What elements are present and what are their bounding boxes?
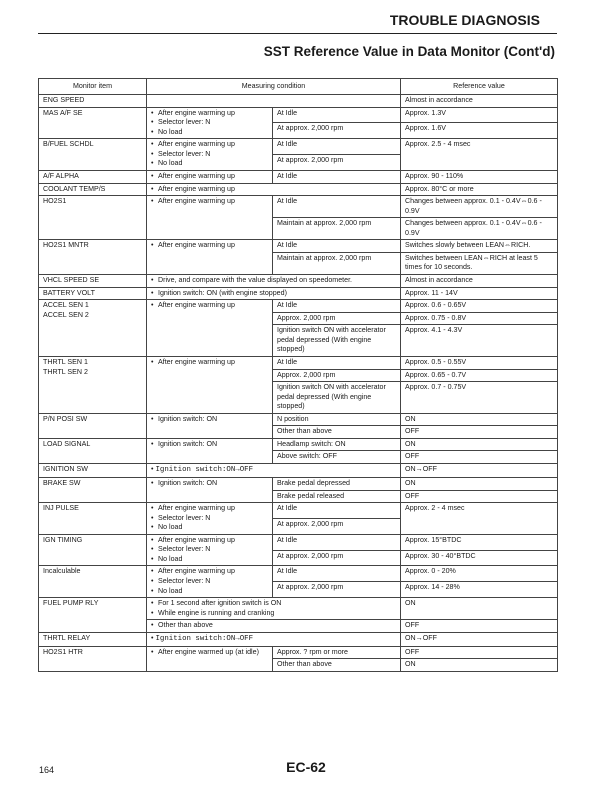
general-condition-cell — [147, 646, 273, 671]
reference-value: Approx. 90 - 110% — [401, 170, 558, 183]
condition-list — [151, 301, 268, 311]
general-condition-cell — [147, 107, 273, 139]
monitor-item-cell — [39, 139, 147, 171]
monitor-item-cell — [39, 598, 147, 633]
condition-bullet: • No load — [151, 128, 268, 138]
monitor-item-name: COOLANT TEMP/S — [43, 184, 106, 193]
reference-value: OFF — [401, 426, 558, 439]
specific-condition: Headlamp switch: ON — [273, 438, 401, 451]
monitor-item-cell — [39, 503, 147, 535]
condition-bullet: • Ignition switch: ON — [151, 440, 268, 450]
condition-bullet: • No load — [151, 159, 268, 169]
general-condition-cell — [147, 240, 273, 275]
general-condition-cell — [147, 534, 273, 566]
monitor-item-name: A/F ALPHA — [43, 171, 79, 180]
reference-value: ON — [401, 598, 558, 620]
condition-bullet: • Selector lever: N — [151, 545, 268, 555]
specific-condition: Approx. ? rpm or more — [273, 646, 401, 659]
condition-bullet: • After engine warming up — [151, 197, 268, 207]
reference-value: Approx. 14 - 28% — [401, 582, 558, 598]
general-condition-cell — [147, 464, 401, 478]
condition-bullet-mark: • — [151, 633, 156, 642]
reference-value: Approx. 1.6V — [401, 123, 558, 139]
reference-value: ON — [401, 659, 558, 672]
specific-condition: N position — [273, 413, 401, 426]
monitor-item-cell — [39, 95, 147, 108]
reference-value: Approx. 2 - 4 msec — [401, 503, 558, 535]
specific-condition: Maintain at approx. 2,000 rpm — [273, 218, 401, 240]
specific-condition: Other than above — [273, 426, 401, 439]
condition-bullet: • Drive, and compare with the value displayed on speedometer. — [151, 276, 396, 286]
specific-condition: At Idle — [273, 503, 401, 519]
table-row — [39, 646, 558, 659]
general-condition-cell — [147, 632, 401, 646]
specific-condition: At Idle — [273, 139, 401, 155]
reference-value: ON→OFF — [401, 464, 558, 478]
specific-condition: Ignition switch ON with accelerator pedal depressed (With engine stopped) — [273, 325, 401, 357]
monitor-item-name: THRTL RELAY — [43, 633, 91, 642]
condition-bullet: • After engine warming up — [151, 504, 268, 514]
condition-list — [151, 109, 268, 138]
general-condition-cell — [147, 170, 273, 183]
monitor-item-name: IGNITION SW — [43, 465, 88, 473]
general-condition-cell — [147, 503, 273, 535]
table-row — [39, 413, 558, 426]
condition-bullet: • For 1 second after ignition switch is ON — [151, 599, 396, 609]
reference-value: Approx. 0.65 - 0.7V — [401, 369, 558, 382]
table-row — [39, 356, 558, 369]
condition-list — [151, 241, 268, 251]
table-row — [39, 534, 558, 550]
specific-condition: Above switch: OFF — [273, 451, 401, 464]
table-row — [39, 598, 558, 620]
specific-condition: At Idle — [273, 107, 401, 123]
table-row — [39, 566, 558, 582]
section-title: TROUBLE DIAGNOSIS — [389, 12, 540, 28]
monitor-item-name: THRTL SEN 1 — [43, 357, 88, 366]
condition-mono: Ignition switch:ON→OFF — [155, 466, 254, 474]
specific-condition: Approx. 2,000 rpm — [273, 369, 401, 382]
table-row — [39, 95, 558, 108]
specific-condition: At approx. 2,000 rpm — [273, 518, 401, 534]
reference-value: ON — [401, 477, 558, 490]
table-row — [39, 287, 558, 300]
reference-value: OFF — [401, 451, 558, 464]
specific-condition: Other than above — [273, 659, 401, 672]
reference-value: Approx. 15°BTDC — [401, 534, 558, 550]
condition-bullet: • After engine warmed up (at idle) — [151, 648, 268, 658]
monitor-item-name: ACCEL SEN 2 — [43, 310, 89, 319]
condition-bullet: • After engine warming up — [151, 358, 268, 368]
condition-bullet: • Ignition switch: ON — [151, 479, 268, 489]
condition-bullet: • After engine warming up — [151, 241, 268, 251]
condition-bullet-mark: • — [151, 465, 156, 473]
specific-condition: Approx. 2,000 rpm — [273, 312, 401, 325]
condition-bullet: • Ignition switch: ON — [151, 415, 268, 425]
condition-list — [151, 621, 396, 631]
reference-value: OFF — [401, 490, 558, 503]
monitor-item-cell — [39, 183, 147, 196]
reference-value: ON — [401, 413, 558, 426]
monitor-item-cell — [39, 300, 147, 357]
condition-bullet: • After engine warming up — [151, 567, 268, 577]
monitor-item-cell — [39, 646, 147, 671]
monitor-item-cell — [39, 287, 147, 300]
reference-value: Switches slowly between LEAN⇔RICH. — [401, 240, 558, 253]
table-row — [39, 632, 558, 646]
condition-bullet: • Selector lever: N — [151, 577, 268, 587]
condition-bullet: • Ignition switch: ON (with engine stopped) — [151, 289, 396, 299]
condition-list — [151, 599, 396, 618]
general-condition-cell — [147, 413, 273, 438]
column-header: Reference value — [401, 79, 558, 95]
general-condition-cell — [147, 196, 273, 240]
condition-list — [151, 289, 396, 299]
condition-list — [151, 504, 268, 533]
column-header: Measuring condition — [147, 79, 401, 95]
condition-list — [151, 415, 268, 425]
table-row — [39, 464, 558, 478]
specific-condition: At Idle — [273, 240, 401, 253]
specific-condition: Maintain at approx. 2,000 rpm — [273, 252, 401, 274]
reference-value: Approx. 0.6 - 0.65V — [401, 300, 558, 313]
condition-list — [151, 479, 268, 489]
general-condition-cell — [147, 287, 401, 300]
monitor-item-name: INJ PULSE — [43, 504, 79, 513]
monitor-item-name: IGN TIMING — [43, 535, 83, 544]
general-condition-cell — [147, 300, 273, 357]
reference-value: Approx. 0.75 - 0.8V — [401, 312, 558, 325]
table-row — [39, 196, 558, 218]
reference-value: Approx. 80°C or more — [401, 183, 558, 196]
condition-list — [151, 197, 268, 207]
condition-list — [151, 276, 396, 286]
condition-list — [151, 536, 268, 565]
monitor-item-cell — [39, 275, 147, 288]
reference-value: ON — [401, 438, 558, 451]
page-number: 164 — [39, 765, 55, 775]
condition-bullet: • No load — [151, 587, 268, 597]
condition-bullet: • After engine warming up — [151, 172, 268, 182]
monitor-item-cell — [39, 566, 147, 598]
condition-bullet: • While engine is running and cranking — [151, 609, 396, 619]
specific-condition: At approx. 2,000 rpm — [273, 582, 401, 598]
table-row — [39, 107, 558, 123]
monitor-item-name: LOAD SIGNAL — [43, 439, 91, 448]
monitor-item-cell — [39, 464, 147, 478]
reference-value: Almost in accordance — [401, 275, 558, 288]
condition-bullet: • Selector lever: N — [151, 118, 268, 128]
reference-value: Approx. 1.3V — [401, 107, 558, 123]
general-condition-cell — [147, 356, 273, 413]
monitor-item-name: MAS A/F SE — [43, 108, 83, 117]
monitor-item-cell — [39, 196, 147, 240]
header-rule — [38, 33, 557, 34]
monitor-item-name: BATTERY VOLT — [43, 288, 95, 297]
table-row — [39, 170, 558, 183]
condition-list — [151, 567, 268, 596]
table-row — [39, 275, 558, 288]
monitor-item-cell — [39, 107, 147, 139]
monitor-item-cell — [39, 632, 147, 646]
specific-condition: At Idle — [273, 534, 401, 550]
monitor-item-cell — [39, 240, 147, 275]
reference-value: Approx. 30 - 40°BTDC — [401, 550, 558, 566]
table-header-row — [39, 79, 558, 95]
general-condition-cell — [147, 477, 273, 502]
monitor-item-name: THRTL SEN 2 — [43, 367, 88, 376]
condition-mono: Ignition switch:ON→OFF — [155, 634, 254, 643]
reference-value: ON→OFF — [401, 632, 558, 646]
reference-value: OFF — [401, 620, 558, 633]
condition-bullet: • After engine warming up — [151, 301, 268, 311]
specific-condition: At Idle — [273, 196, 401, 218]
monitor-item-name: VHCL SPEED SE — [43, 276, 100, 284]
monitor-item-name: ENG SPEED — [43, 96, 85, 104]
reference-value: OFF — [401, 646, 558, 659]
reference-table — [38, 78, 558, 672]
reference-value: Approx. 0.7 - 0.75V — [401, 382, 558, 414]
condition-bullet: • After engine warming up — [151, 140, 268, 150]
monitor-item-cell — [39, 534, 147, 566]
condition-list — [151, 185, 396, 195]
general-condition-cell — [147, 438, 273, 463]
monitor-item-name: FUEL PUMP RLY — [43, 599, 99, 608]
reference-value: Approx. 0 - 20% — [401, 566, 558, 582]
general-condition-cell — [147, 598, 401, 620]
table-row — [39, 139, 558, 155]
specific-condition: At Idle — [273, 566, 401, 582]
general-condition-cell — [147, 275, 401, 288]
table-row — [39, 183, 558, 196]
table-row — [39, 240, 558, 253]
monitor-item-cell — [39, 170, 147, 183]
specific-condition: At approx. 2,000 rpm — [273, 155, 401, 171]
condition-bullet: • No load — [151, 555, 268, 565]
monitor-item-cell — [39, 356, 147, 413]
condition-bullet: • Other than above — [151, 621, 396, 631]
reference-value: Approx. 2.5 - 4 msec — [401, 139, 558, 171]
general-condition-cell — [147, 566, 273, 598]
monitor-item-cell — [39, 413, 147, 438]
reference-value: Approx. 0.5 - 0.55V — [401, 356, 558, 369]
specific-condition: At approx. 2,000 rpm — [273, 550, 401, 566]
condition-bullet: • Selector lever: N — [151, 150, 268, 160]
condition-list — [151, 172, 268, 182]
specific-condition: Brake pedal depressed — [273, 477, 401, 490]
monitor-item-name: B/FUEL SCHDL — [43, 140, 94, 149]
reference-value: Approx. 4.1 - 4.3V — [401, 325, 558, 357]
specific-condition: At Idle — [273, 356, 401, 369]
reference-value: Changes between approx. 0.1 - 0.4V⇔0.6 - 0.9V — [401, 196, 558, 218]
specific-condition: At approx. 2,000 rpm — [273, 123, 401, 139]
monitor-item-cell — [39, 438, 147, 463]
monitor-item-name: HO2S1 HTR — [43, 647, 83, 656]
condition-bullet: • After engine warming up — [151, 536, 268, 546]
reference-value: Almost in accordance — [401, 95, 558, 108]
specific-condition: Brake pedal released — [273, 490, 401, 503]
page-code: EC-62 — [286, 759, 326, 775]
monitor-item-name: BRAKE SW — [43, 478, 81, 487]
table-row — [39, 477, 558, 490]
monitor-item-name: Incalculable — [43, 567, 81, 576]
monitor-item-name: HO2S1 — [43, 197, 67, 206]
specific-condition: At Idle — [273, 300, 401, 313]
condition-bullet: • No load — [151, 523, 268, 533]
column-header: Monitor item — [39, 79, 147, 95]
condition-list — [151, 440, 268, 450]
monitor-item-name: HO2S1 MNTR — [43, 241, 89, 250]
condition-list — [151, 648, 268, 658]
condition-bullet: • After engine warming up — [151, 185, 396, 195]
condition-bullet: • Selector lever: N — [151, 514, 268, 524]
reference-value: Switches between LEAN⇔RICH at least 5 times for 10 seconds. — [401, 252, 558, 274]
monitor-item-name: P/N POSI SW — [43, 414, 88, 423]
condition-list — [151, 140, 268, 169]
page-subtitle: SST Reference Value in Data Monitor (Cont'd) — [263, 44, 555, 59]
general-condition-cell — [147, 620, 401, 633]
reference-value: Changes between approx. 0.1 - 0.4V⇔0.6 - 0.9V — [401, 218, 558, 240]
table-row — [39, 438, 558, 451]
reference-value: Approx. 11 - 14V — [401, 287, 558, 300]
table-row — [39, 503, 558, 519]
general-condition-cell — [147, 95, 401, 108]
monitor-item-name: ACCEL SEN 1 — [43, 301, 89, 310]
general-condition-cell — [147, 139, 273, 171]
table-row — [39, 300, 558, 313]
monitor-item-cell — [39, 477, 147, 502]
condition-list — [151, 358, 268, 368]
condition-bullet: • After engine warming up — [151, 109, 268, 119]
specific-condition: At Idle — [273, 170, 401, 183]
specific-condition: Ignition switch ON with accelerator pedal depressed (With engine stopped) — [273, 382, 401, 414]
general-condition-cell — [147, 183, 401, 196]
